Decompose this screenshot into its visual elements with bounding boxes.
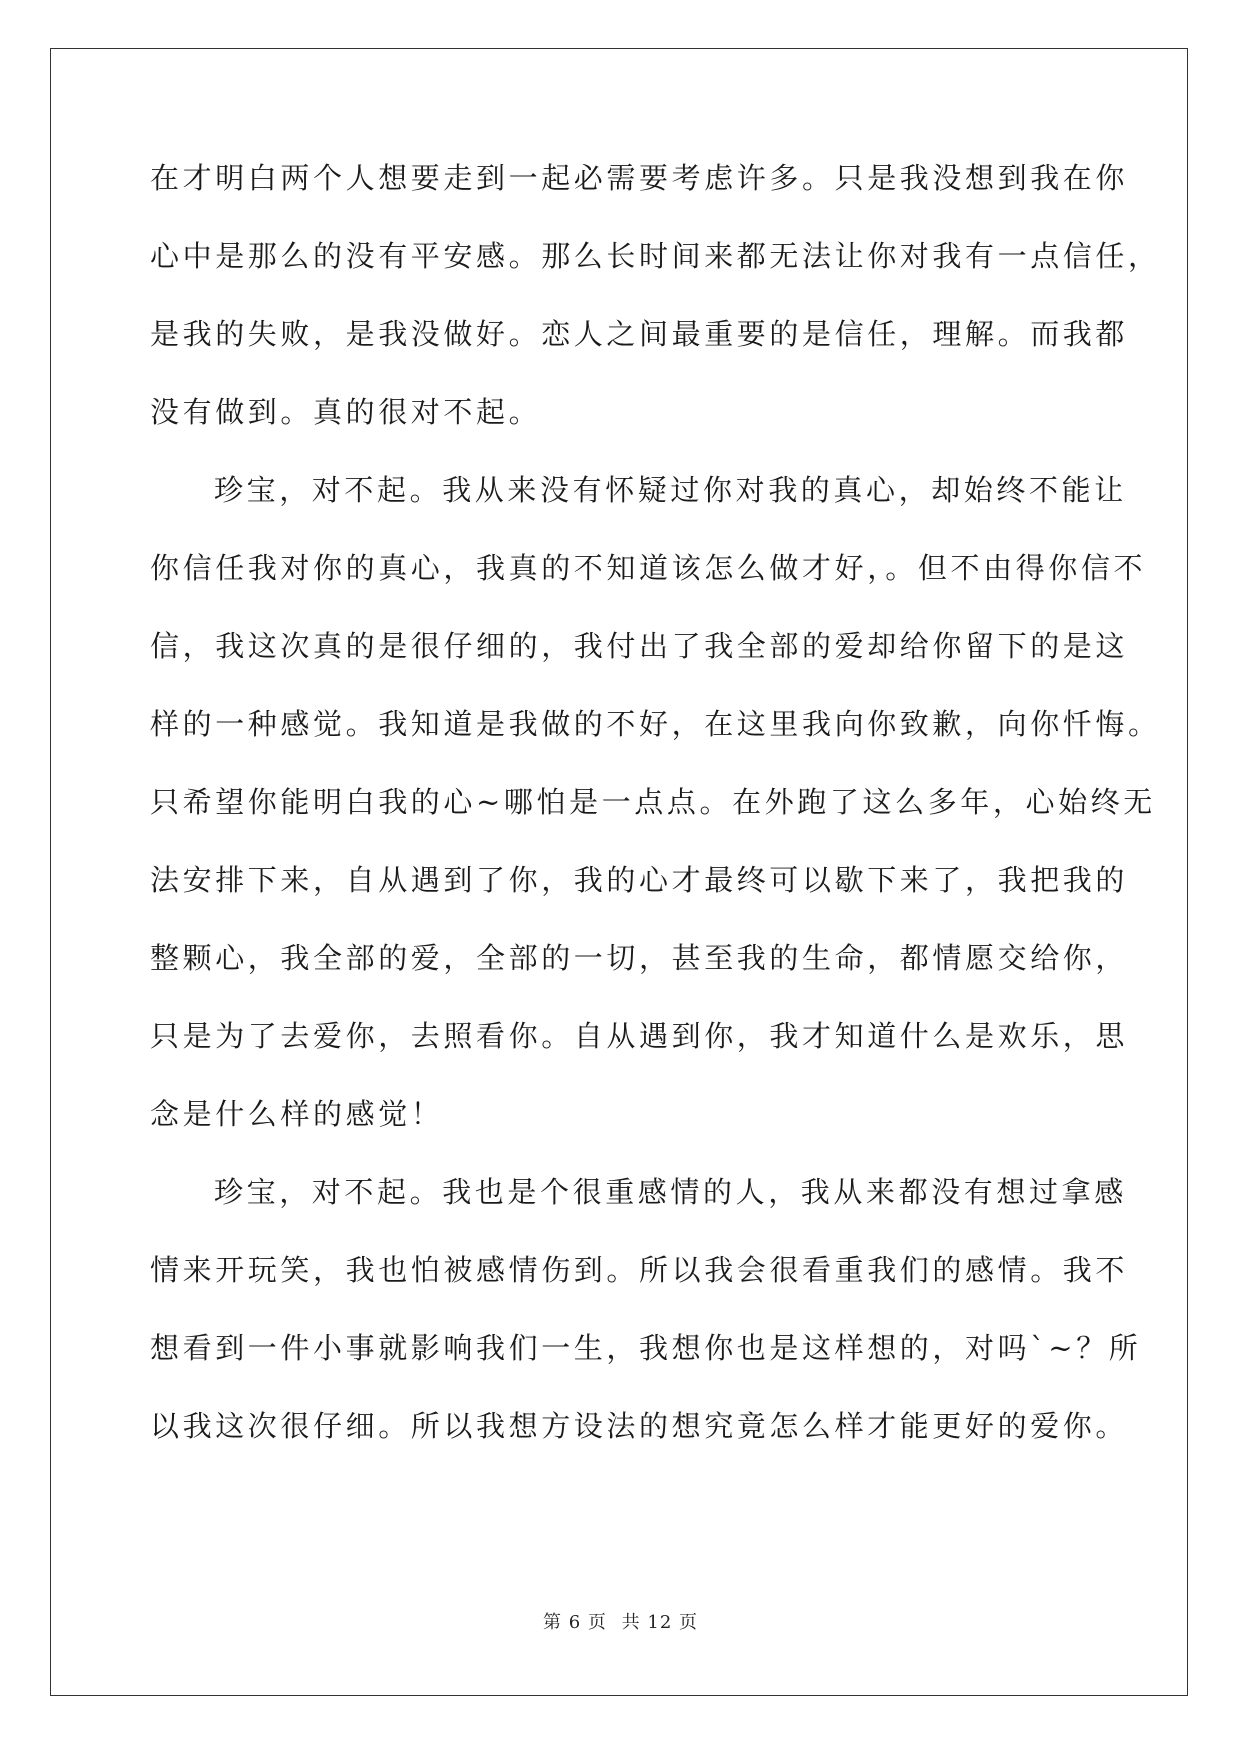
text-line: 念是什么样的感觉！ xyxy=(150,1097,444,1131)
text-line: 法安排下来，自从遇到了你，我的心才最终可以歇下来了，我把我的 xyxy=(150,863,1129,897)
page-total: 共 12 页 xyxy=(621,1612,698,1633)
text-line: 没有做到。真的很对不起。 xyxy=(150,395,542,429)
paragraph-start-line: 珍宝，对不起。我从来没有怀疑过你对我的真心，却始终不能让 xyxy=(214,473,1127,507)
text-line: 只希望你能明白我的心~哪怕是一点点。在外跑了这么多年，心始终无 xyxy=(150,785,1156,819)
paragraph-start-line: 珍宝，对不起。我也是个很重感情的人，我从来都没有想过拿感 xyxy=(214,1175,1127,1209)
text-line: 整颗心，我全部的爱，全部的一切，甚至我的生命，都情愿交给你， xyxy=(150,941,1129,975)
text-line: 以我这次很仔细。所以我想方设法的想究竟怎么样才能更好的爱你。 xyxy=(150,1409,1129,1443)
text-line: 只是为了去爱你，去照看你。自从遇到你，我才知道什么是欢乐，思 xyxy=(150,1019,1129,1053)
page-footer xyxy=(0,1608,1241,1634)
body-text xyxy=(150,161,1161,1489)
text-line: 信，我这次真的是很仔细的，我付出了我全部的爱却给你留下的是这 xyxy=(150,629,1129,663)
text-line: 心中是那么的没有平安感。那么长时间来都无法让你对我有一点信任， xyxy=(150,239,1161,273)
text-line: 你信任我对你的真心，我真的不知道该怎么做才好，。但不由得你信不 xyxy=(150,551,1147,585)
text-line: 情来开玩笑，我也怕被感情伤到。所以我会很看重我们的感情。我不 xyxy=(150,1253,1129,1287)
text-line: 样的一种感觉。我知道是我做的不好，在这里我向你致歉，向你忏悔。 xyxy=(150,707,1161,741)
text-line: 是我的失败，是我没做好。恋人之间最重要的是信任，理解。而我都 xyxy=(150,317,1129,351)
text-line: 想看到一件小事就影响我们一生，我想你也是这样想的，对吗`~？所 xyxy=(150,1331,1142,1365)
page-number: 第 6 页 xyxy=(543,1612,607,1633)
text-line: 在才明白两个人想要走到一起必需要考虑许多。只是我没想到我在你 xyxy=(150,161,1129,195)
